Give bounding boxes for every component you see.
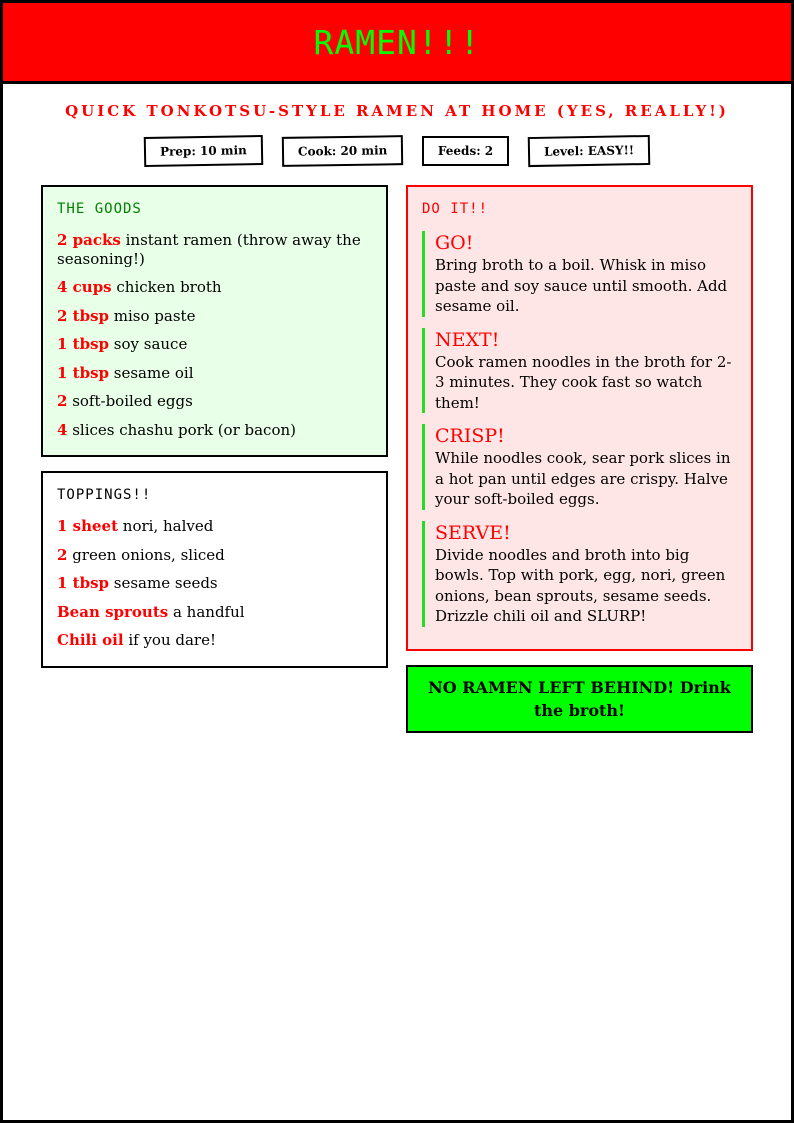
- step-item: [422, 521, 737, 627]
- page-title: RAMEN!!!: [313, 22, 481, 62]
- feeds-badge: Feeds: 2: [422, 136, 509, 166]
- ingredient-item: [57, 392, 372, 411]
- step-title: CRISP!: [435, 425, 505, 447]
- ingredient-item: [57, 335, 372, 354]
- topping-item: [57, 574, 372, 593]
- ingredient-text: miso paste: [109, 306, 196, 325]
- step-text: Divide noodles and broth into big bowls. Top with pork, egg, nori, green onions, bean sprouts, sesame seeds. Drizzle chili oil and SLURP!: [435, 545, 726, 625]
- ingredient-text: soft-boiled eggs: [67, 392, 193, 410]
- callout-box: NO RAMEN LEFT BEHIND! Drink the broth!: [406, 665, 753, 733]
- ingredient-text: soy sauce: [109, 335, 188, 353]
- step-title: NEXT!: [435, 328, 500, 351]
- ingredients-box: [41, 185, 388, 457]
- left-column: [41, 185, 388, 733]
- ingredient-item: [57, 364, 372, 383]
- topping-item: [57, 517, 372, 536]
- ingredient-item: [57, 307, 372, 326]
- step-item: [422, 328, 737, 414]
- step-text: Cook ramen noodles in the broth for 2-3 minutes. They cook fast so watch them!: [435, 352, 732, 412]
- toppings-heading: TOPPINGS!!: [57, 487, 152, 503]
- ingredient-qty: 1 tbsp: [57, 335, 110, 353]
- ingredient-item: [57, 231, 372, 268]
- content-columns: [41, 185, 753, 733]
- subtitle: QUICK TONKOTSU-STYLE RAMEN AT HOME (YES, REALLY!): [65, 102, 729, 120]
- ingredient-item: [57, 278, 372, 297]
- ingredient-qty: 2 tbsp: [57, 306, 110, 325]
- topping-qty: Bean sprouts: [57, 602, 169, 621]
- ingredient-qty: 2: [57, 392, 68, 410]
- topping-qty: 1 tbsp: [57, 574, 110, 592]
- step-title: SERVE!: [435, 521, 511, 544]
- info-badges: [3, 136, 791, 166]
- ingredient-qty: 4 cups: [57, 278, 112, 296]
- level-badge: Level: EASY!!: [528, 135, 651, 167]
- ingredient-text: instant ramen (throw away the seasoning!): [57, 231, 361, 268]
- topping-qty: Chili oil: [57, 631, 124, 649]
- ingredient-item: [57, 421, 372, 440]
- topping-qty: 2: [57, 545, 68, 564]
- right-column: [406, 185, 753, 733]
- step-item: [422, 424, 737, 510]
- topping-item: [57, 603, 372, 622]
- ingredient-text: slices chashu pork (or bacon): [67, 420, 297, 439]
- toppings-box: [41, 471, 388, 668]
- ingredient-qty: 2 packs: [57, 231, 121, 249]
- step-text: While noodles cook, sear pork slices in a hot pan until edges are crispy. Halve your soft-boiled eggs.: [435, 449, 731, 508]
- cook-badge: Cook: 20 min: [281, 135, 403, 167]
- topping-text: sesame seeds: [109, 574, 218, 592]
- steps-heading: DO IT!!: [422, 201, 489, 217]
- ingredient-qty: 4: [57, 420, 68, 439]
- topping-text: a handful: [168, 602, 245, 621]
- steps-box: [406, 185, 753, 651]
- topping-qty: 1 sheet: [57, 517, 119, 535]
- ingredients-heading: THE GOODS: [57, 201, 142, 217]
- step-title: GO!: [435, 232, 474, 254]
- step-text: Bring broth to a boil. Whisk in miso paste and soy sauce until smooth. Add sesame oil.: [435, 256, 728, 315]
- topping-text: green onions, sliced: [67, 545, 225, 564]
- step-item: [422, 231, 737, 317]
- header-banner: [3, 3, 791, 84]
- ingredient-text: chicken broth: [111, 278, 222, 296]
- topping-item: [57, 631, 372, 650]
- topping-item: [57, 546, 372, 565]
- ingredient-qty: 1 tbsp: [57, 363, 110, 382]
- topping-text: nori, halved: [118, 517, 214, 535]
- topping-text: if you dare!: [123, 631, 217, 649]
- ingredient-text: sesame oil: [109, 363, 194, 382]
- prep-badge: Prep: 10 min: [143, 135, 262, 167]
